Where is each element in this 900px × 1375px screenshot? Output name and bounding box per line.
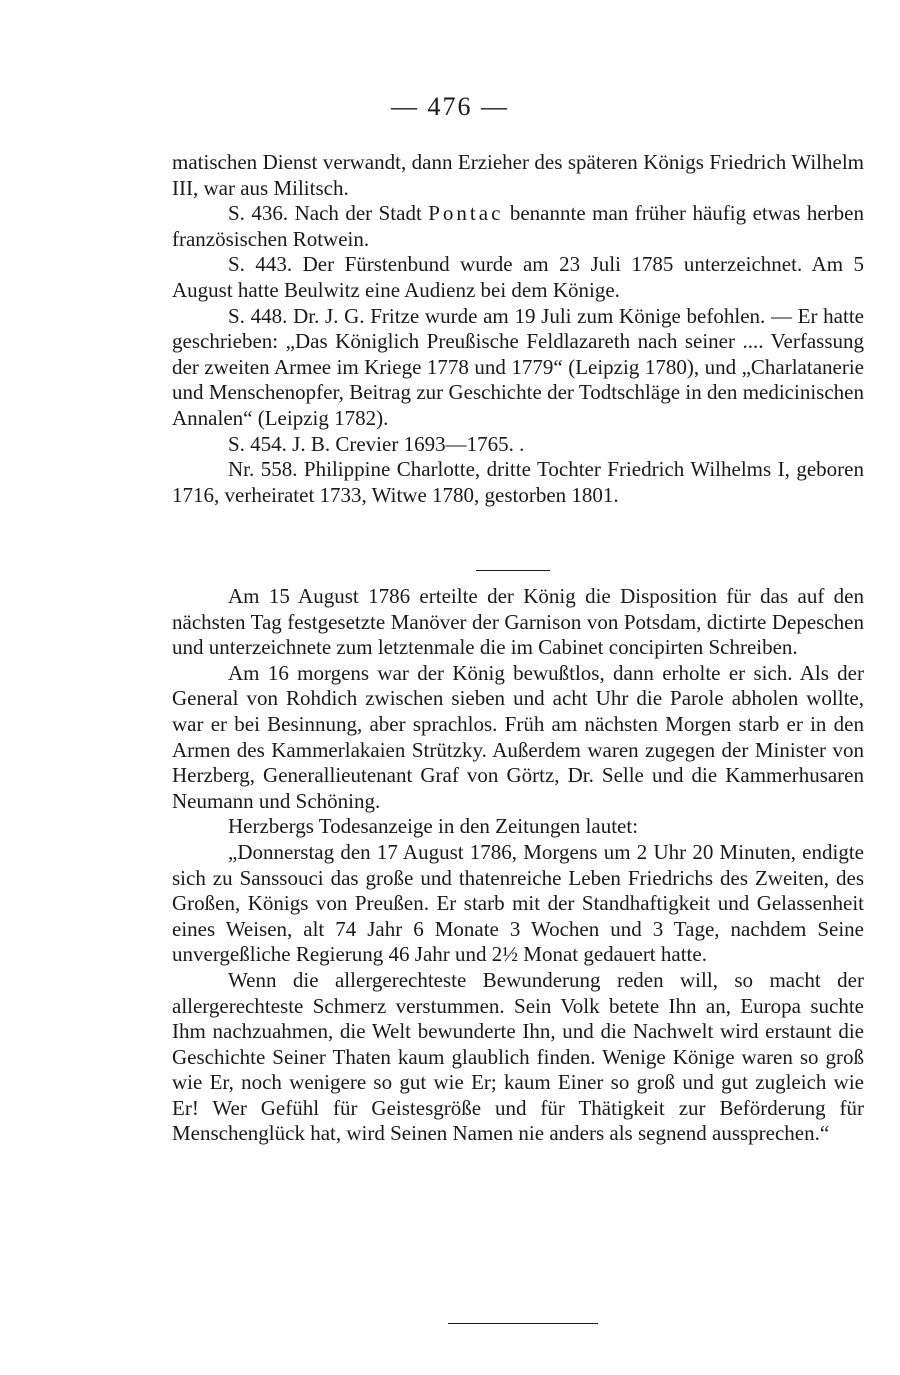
narrative-paragraph-announcement-intro: Herzbergs Todesanzeige in den Zeitungen lautet:	[228, 814, 639, 839]
notes-section	[172, 150, 864, 508]
quote-paragraph-eulogy: Wenn die allergerechteste Bewunderung reden will, so macht der allergerechteste Schmerz verstummen. Sein Volk betete Ihn an, Europa suchte Ihm nachzuahmen, die Welt bewunderte Ihn, und die Nachwelt wird erstaunt die Geschichte Seiner Thaten kaum glaublich finden. Wenige Könige waren so groß wie Er, noch wenigere so gut wie Er; kaum Einer so groß und gut zugleich wie Er! Wer Gefühl für Geistesgröße und für Thätigkeit zur Beförderung für Menschenglück hat, wird Seinen Namen nie anders als segnend aussprechen.“	[172, 967, 864, 1146]
note-436-tail: benannte man früher häufig etwas herben französischen Rotwein.	[172, 201, 864, 251]
note-436-spaced-word: Pontac	[428, 201, 504, 226]
note-paragraph-436	[172, 201, 864, 252]
note-paragraph-448: S. 448. Dr. J. G. Fritze wurde am 19 Juli zum Könige befohlen. — Er hatte geschrieben: „Das Königlich Preußische Feldlazareth nach seiner .... Verfassung der zweiten Armee im Kriege 1778 und 1779“ (Leipzig 1780), und „Charlatanerie und Menschenopfer, Beitrag zur Geschichte der Todtschläge in den medicinischen Annalen“ (Leipzig 1782).	[172, 303, 864, 430]
quote-paragraph-announcement: „Donnerstag den 17 August 1786, Morgens um 2 Uhr 20 Minuten, endigte sich zu Sanssouci das große und thatenreiche Leben Friedrichs des Zweiten, des Großen, Königs von Preußen. Er starb mit der Standhaftigkeit und Gelassenheit eines Weisen, alt 74 Jahr 6 Monate 3 Wochen und 3 Tage, nachdem Seine unvergeßliche Regierung 46 Jahr und 2½ Monat gedauert hatte.	[172, 839, 864, 967]
note-paragraph-continuation: matischen Dienst verwandt, dann Erzieher des späteren Königs Friedrich Wilhelm III, war aus Militsch.	[172, 150, 864, 200]
note-paragraph-454: S. 454. J. B. Crevier 1693—1765. .	[228, 431, 525, 456]
section-divider	[476, 570, 550, 571]
narrative-section	[172, 584, 864, 1147]
page-number: — 476 —	[391, 92, 509, 121]
end-divider	[448, 1323, 598, 1324]
narrative-paragraph-death: Am 16 morgens war der König bewußtlos, dann erholte er sich. Als der General von Rohdich zwischen sieben und acht Uhr die Parole abholen wollte, war er bei Besinnung, aber sprachlos. Früh am nächsten Morgen starb er in den Armen des Kammerlakaien Strützky. Außerdem waren zugegen der Minister von Herzberg, Generallieutenant Graf von Görtz, Dr. Selle und die Kammerhusaren Neumann und Schöning.	[172, 660, 864, 813]
narrative-paragraph-disposition: Am 15 August 1786 erteilte der König die Disposition für das auf den nächsten Tag festgesetzte Manöver der Garnison von Potsdam, dictirte Depeschen und unterzeichnete zum letztenmale die im Cabinet concipirten Schreiben.	[172, 584, 864, 660]
note-paragraph-558: Nr. 558. Philippine Charlotte, dritte Tochter Friedrich Wilhelms I, geboren 1716, verheiratet 1733, Witwe 1780, gestorben 1801.	[172, 457, 864, 507]
note-436-lead: S. 436. Nach der Stadt	[228, 201, 429, 226]
note-paragraph-443: S. 443. Der Fürstenbund wurde am 23 Juli 1785 unterzeichnet. Am 5 August hatte Beulwitz eine Audienz bei dem Könige.	[172, 252, 864, 302]
